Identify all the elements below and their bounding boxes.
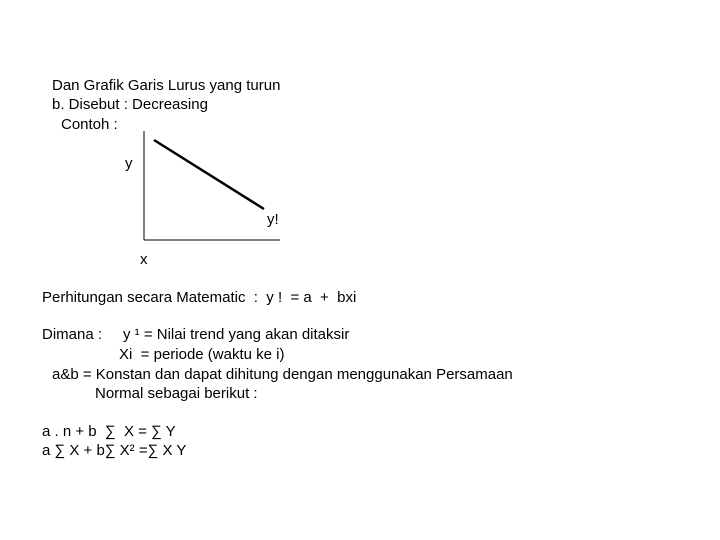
y-axis-label: y xyxy=(125,155,133,172)
x-axis-label: x xyxy=(140,251,148,268)
normal-equation-1: a . n + b ∑ X = ∑ Y xyxy=(42,423,176,440)
intro-line-1: Dan Grafik Garis Lurus yang turun xyxy=(52,77,281,94)
dimana-label: Dimana : xyxy=(42,326,103,343)
normal-equations-intro: Normal sebagai berikut : xyxy=(95,385,258,402)
xi-definition: Xi = periode (waktu ke i) xyxy=(119,346,285,363)
normal-equation-2: a ∑ X + b∑ X² =∑ X Y xyxy=(42,442,187,459)
y-hat-label: y! xyxy=(267,211,279,228)
intro-line-3: Contoh : xyxy=(61,116,118,133)
decreasing-trend-line xyxy=(154,140,264,209)
y-definition: y ¹ = Nilai trend yang akan ditaksir xyxy=(123,326,350,343)
ab-definition: a&b = Konstan dan dapat dihitung dengan menggunakan Persamaan xyxy=(52,366,513,383)
perhitungan-formula: Perhitungan secara Matematic : y ! = a + bxi xyxy=(42,289,357,306)
intro-line-2: b. Disebut : Decreasing xyxy=(52,96,208,113)
